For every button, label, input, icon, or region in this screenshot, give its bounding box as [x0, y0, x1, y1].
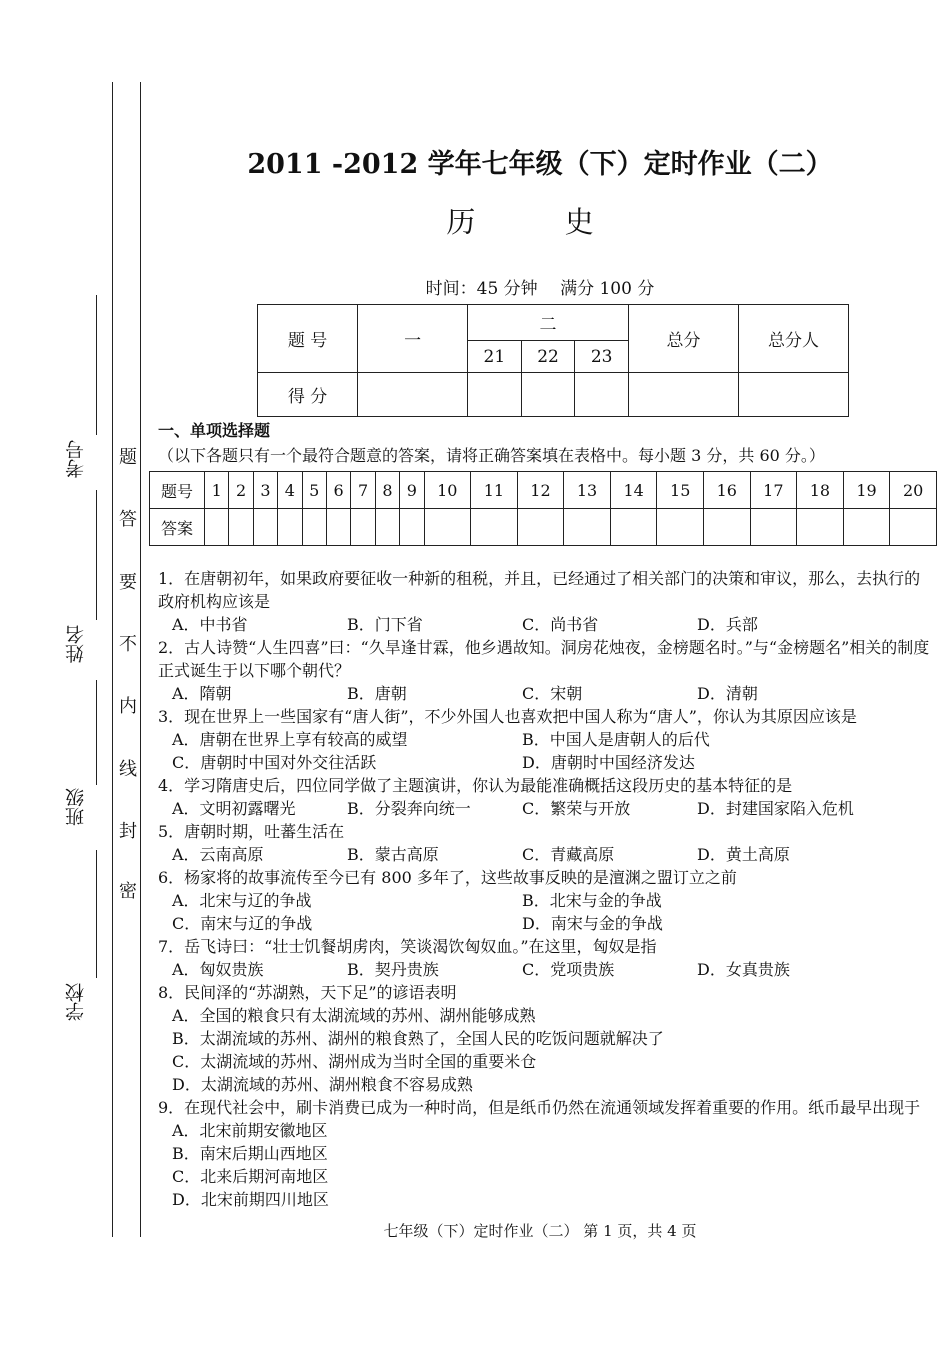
answer-number: 1 [205, 472, 229, 509]
subject-title: 历 史 [446, 205, 634, 239]
answer-table [149, 471, 937, 546]
option: A．匈奴贵族 [172, 960, 264, 979]
score-cell[interactable] [738, 373, 848, 417]
score-table-subcol: 21 [468, 341, 522, 373]
seal-char: 要 [119, 572, 137, 593]
option-row [158, 728, 933, 774]
question-stem: 5．唐朝时期，吐蕃生活在 [158, 822, 345, 841]
time-info: 时间：45 分钟 满分 100 分 [425, 279, 655, 299]
option: D．南宋与金的争战 [522, 914, 663, 933]
section-instructions [158, 418, 934, 468]
answer-cell[interactable] [890, 509, 937, 546]
question-stem: 9．在现代社会中，刷卡消费已成为一种时尚，但是纸币仍然在流通领域发挥着重要的作用。纸币最早出现于 [158, 1098, 921, 1117]
section-text: （以下各题只有一个最符合题意的答案，请将正确答案填在表格中。每小题 3 分，共 60 分。） [158, 446, 825, 465]
question-stem: 6．杨家将的故事流传至今已有 800 多年了，这些故事反映的是澶渊之盟订立之前 [158, 868, 737, 887]
option: C．北来后期河南地区 [172, 1167, 329, 1186]
score-cell[interactable] [358, 373, 468, 417]
option: B．蒙古高原 [347, 845, 439, 864]
answer-number: 20 [890, 472, 937, 509]
option: C．南宋与辽的争战 [172, 914, 313, 933]
binding-line-inner [140, 82, 141, 1237]
option: B．南宋后期山西地区 [172, 1144, 328, 1163]
answer-cell[interactable] [843, 509, 890, 546]
answer-number: 12 [517, 472, 564, 509]
option-row [158, 797, 933, 820]
class-blank[interactable] [96, 680, 97, 785]
question-list [158, 567, 933, 1211]
score-cell[interactable] [628, 373, 738, 417]
answer-number: 14 [610, 472, 657, 509]
seal-char: 密 [119, 881, 137, 902]
option-row [158, 843, 933, 866]
option: B．契丹贵族 [347, 960, 439, 979]
answer-cell[interactable] [229, 509, 253, 546]
option: D．女真贵族 [697, 960, 790, 979]
score-table-total: 总分 [628, 305, 738, 373]
exam-number-label: 考号 [65, 440, 87, 478]
seal-char: 不 [119, 634, 137, 655]
question-stem: 2．古人诗赞“人生四喜”曰：“久旱逢甘霖，他乡遇故知。洞房花烛夜，金榜题名时。”与“金榜题名”相关的制度正式诞生于以下哪个朝代？ [158, 638, 930, 680]
option: D．清朝 [697, 684, 758, 703]
score-table-subcol: 23 [575, 341, 629, 373]
score-cell[interactable] [575, 373, 629, 417]
answer-cell[interactable] [657, 509, 704, 546]
answer-cell[interactable] [253, 509, 277, 546]
answer-cell[interactable] [351, 509, 375, 546]
question-stem: 3．现在世界上一些国家有“唐人街”，不少外国人也喜欢把中国人称为“唐人”，你认为其原因应该是 [158, 707, 857, 726]
option: A．全国的粮食只有太湖流域的苏州、湖州能够成熟 [172, 1006, 536, 1025]
answer-number: 5 [302, 472, 326, 509]
option: A．唐朝在世界上享有较高的威望 [172, 730, 408, 749]
name-label: 姓名 [65, 625, 87, 663]
option: A．隋朝 [172, 684, 232, 703]
option: C．唐朝时中国对外交往活跃 [172, 753, 377, 772]
score-table [257, 304, 849, 417]
answer-number: 3 [253, 472, 277, 509]
school-blank[interactable] [96, 850, 97, 978]
option-row [158, 682, 933, 705]
score-table-col-one: 一 [358, 305, 468, 373]
seal-char: 内 [119, 696, 137, 717]
answer-cell[interactable] [326, 509, 350, 546]
seal-char: 答 [119, 509, 137, 530]
score-table-subcol: 22 [521, 341, 575, 373]
binding-line-outer [112, 82, 113, 1237]
score-table-col-two: 二 [468, 305, 629, 341]
answer-cell[interactable] [302, 509, 326, 546]
option: D．北宋前期四川地区 [172, 1190, 329, 1209]
option: B．分裂奔向统一 [347, 799, 471, 818]
option: D．封建国家陷入危机 [697, 799, 854, 818]
answer-cell[interactable] [750, 509, 797, 546]
answer-number: 7 [351, 472, 375, 509]
option: B．唐朝 [347, 684, 407, 703]
answer-number: 13 [564, 472, 611, 509]
option: C．繁荣与开放 [522, 799, 631, 818]
answer-number: 11 [471, 472, 518, 509]
answer-number: 10 [424, 472, 471, 509]
class-label: 班级 [65, 788, 87, 826]
section-heading: 一、单项选择题 [158, 421, 271, 440]
answer-number: 2 [229, 472, 253, 509]
answer-number: 4 [278, 472, 302, 509]
question-stem: 1．在唐朝初年，如果政府要征收一种新的租税，并且，已经通过了相关部门的决策和审议，那么，去执行的政府机构应该是 [158, 569, 921, 611]
page-title: 2011 -2012 学年七年级（下）定时作业（二） [247, 149, 833, 180]
answer-cell[interactable] [610, 509, 657, 546]
score-table-score-label: 得 分 [258, 373, 358, 417]
option: B．太湖流域的苏州、湖州的粮食熟了，全国人民的吃饭问题就解决了 [172, 1029, 664, 1048]
answer-table-row-label: 答案 [150, 509, 205, 546]
option: D．唐朝时中国经济发达 [522, 753, 695, 772]
option: A．云南高原 [172, 845, 264, 864]
answer-table-row-label: 题号 [150, 472, 205, 509]
answer-cell[interactable] [797, 509, 844, 546]
exam-number-blank[interactable] [96, 295, 97, 435]
option: A．中书省 [172, 615, 248, 634]
question-stem: 4．学习隋唐史后，四位同学做了主题演讲，你认为最能准确概括这段历史的基本特征的是 [158, 776, 793, 795]
option: A．北宋与辽的争战 [172, 891, 312, 910]
option-row [158, 1119, 933, 1211]
answer-number: 16 [703, 472, 750, 509]
score-table-row-label: 题 号 [258, 305, 358, 373]
option: B．中国人是唐朝人的后代 [522, 730, 710, 749]
answer-number: 18 [797, 472, 844, 509]
page-footer: 七年级（下）定时作业（二） 第 1 页，共 4 页 [383, 1222, 697, 1240]
answer-number: 6 [326, 472, 350, 509]
option: C．太湖流域的苏州、湖州成为当时全国的重要米仓 [172, 1052, 537, 1071]
seal-char: 题 [119, 447, 137, 468]
option: C．党项贵族 [522, 960, 615, 979]
score-cell[interactable] [468, 373, 522, 417]
answer-number: 8 [375, 472, 399, 509]
option: D．黄土高原 [697, 845, 790, 864]
answer-cell[interactable] [278, 509, 302, 546]
answer-cell[interactable] [471, 509, 518, 546]
option: D．兵部 [697, 615, 758, 634]
answer-cell[interactable] [400, 509, 424, 546]
seal-char: 封 [119, 821, 137, 842]
option-row [158, 1004, 933, 1096]
option: C．宋朝 [522, 684, 583, 703]
option: D．太湖流域的苏州、湖州粮食不容易成熟 [172, 1075, 473, 1094]
answer-cell[interactable] [424, 509, 471, 546]
answer-cell[interactable] [517, 509, 564, 546]
answer-number: 9 [400, 472, 424, 509]
name-blank[interactable] [96, 490, 97, 620]
option: A．文明初露曙光 [172, 799, 296, 818]
question-stem: 8．民间泽的“苏湖熟，天下足”的谚语表明 [158, 983, 457, 1002]
option-row [158, 889, 933, 935]
option: B．门下省 [347, 615, 423, 634]
score-table-scorer: 总分人 [738, 305, 848, 373]
school-label: 学校 [65, 983, 87, 1021]
question-stem: 7．岳飞诗曰：“壮士饥餐胡虏肉，笑谈渴饮匈奴血。”在这里，匈奴是指 [158, 937, 657, 956]
seal-char: 线 [119, 759, 137, 780]
answer-cell[interactable] [703, 509, 750, 546]
answer-number: 15 [657, 472, 704, 509]
answer-cell[interactable] [564, 509, 611, 546]
option-row [158, 958, 933, 981]
option-row [158, 613, 933, 636]
option: C．尚书省 [522, 615, 599, 634]
answer-number: 19 [843, 472, 890, 509]
answer-cell[interactable] [375, 509, 399, 546]
answer-cell[interactable] [205, 509, 229, 546]
option: A．北宋前期安徽地区 [172, 1121, 328, 1140]
option: B．北宋与金的争战 [522, 891, 662, 910]
score-cell[interactable] [521, 373, 575, 417]
answer-number: 17 [750, 472, 797, 509]
option: C．青藏高原 [522, 845, 615, 864]
